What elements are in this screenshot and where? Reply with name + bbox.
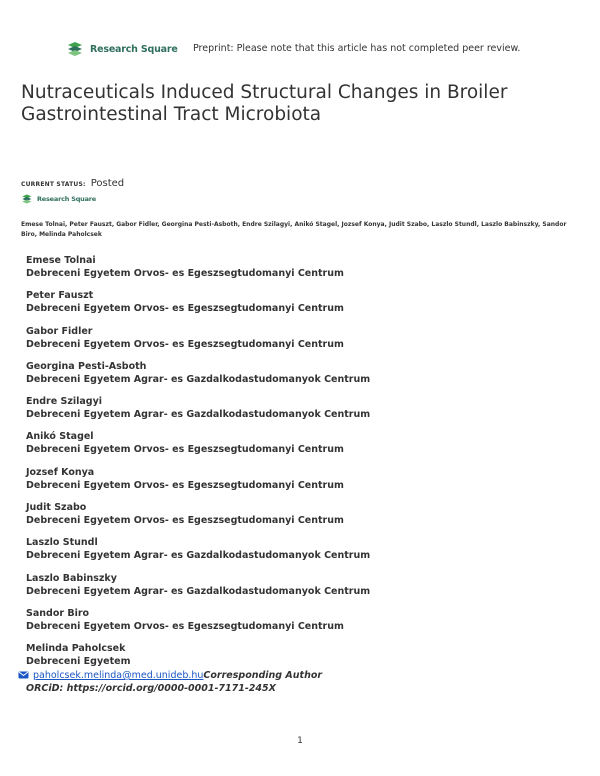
page-number: 1: [297, 736, 303, 746]
author-affiliation: Debreceni Egyetem: [26, 656, 131, 668]
logo-text: Research Square: [90, 43, 178, 55]
author-block: [26, 536, 586, 571]
author-affiliation: Debreceni Egyetem Orvos- es Egeszsegtudomanyi Centrum: [26, 515, 344, 527]
preprint-notice: Preprint: Please note that this article has not completed peer review.: [193, 43, 521, 54]
author-block: [26, 325, 586, 360]
author-block: [26, 395, 586, 430]
research-square-small-logo[interactable]: [21, 194, 96, 204]
author-affiliation: Debreceni Egyetem Orvos- es Egeszsegtudomanyi Centrum: [26, 620, 344, 632]
author-name: Judit Szabo: [26, 502, 87, 514]
author-block: [26, 572, 586, 607]
author-affiliation: Debreceni Egyetem Orvos- es Egeszsegtudomanyi Centrum: [26, 303, 344, 315]
author-block: [26, 607, 586, 642]
email-link[interactable]: paholcsek.melinda@med.unideb.hu: [33, 670, 204, 681]
author-block: [26, 430, 586, 465]
author-block: [26, 254, 586, 289]
corresponding-contact: [18, 669, 322, 682]
author-affiliations: [26, 254, 586, 678]
author-block: [26, 501, 586, 536]
author-name: Melinda Paholcsek: [26, 643, 126, 655]
corresponding-author-label: Corresponding Author: [203, 670, 323, 681]
author-name: Gabor Fidler: [26, 325, 93, 337]
author-block: [26, 360, 586, 395]
page-header: [66, 40, 546, 62]
research-square-logo[interactable]: [66, 42, 178, 56]
status-label: CURRENT STATUS:: [21, 181, 86, 188]
current-status: [21, 171, 124, 190]
author-affiliation: Debreceni Egyetem Orvos- es Egeszsegtudomanyi Centrum: [26, 338, 344, 350]
research-square-small-logo-icon: [21, 194, 34, 204]
orcid-link[interactable]: ORCiD: https://orcid.org/0000-0001-7171-245X: [26, 683, 276, 694]
small-logo-text: Research Square: [37, 195, 96, 203]
author-affiliation: Debreceni Egyetem Agrar- es Gazdalkodastudomanyok Centrum: [26, 409, 371, 421]
article-title: Nutraceuticals Induced Structural Changes in Broiler Gastrointestinal Tract Microbiota: [21, 82, 508, 125]
author-name: Endre Szilagyi: [26, 396, 103, 408]
author-affiliation: Debreceni Egyetem Orvos- es Egeszsegtudomanyi Centrum: [26, 444, 344, 456]
author-name: Anikó Stagel: [26, 431, 94, 443]
status-value: Posted: [90, 178, 125, 189]
author-block: [26, 289, 586, 324]
research-square-logo-icon: [66, 42, 86, 56]
author-affiliation: Debreceni Egyetem Agrar- es Gazdalkodastudomanyok Centrum: [26, 585, 371, 597]
author-affiliation: Debreceni Egyetem Agrar- es Gazdalkodastudomanyok Centrum: [26, 550, 371, 562]
author-affiliation: Debreceni Egyetem Orvos- es Egeszsegtudomanyi Centrum: [26, 268, 344, 279]
author-name: Sandor Biro: [26, 607, 90, 619]
author-name: Laszlo Babinszky: [26, 572, 117, 584]
author-name: Emese Tolnai: [26, 255, 96, 266]
author-name: Laszlo Stundl: [26, 537, 98, 549]
author-affiliation: Debreceni Egyetem Agrar- es Gazdalkodastudomanyok Centrum: [26, 373, 371, 385]
author-block: [26, 466, 586, 501]
envelope-icon: [18, 671, 29, 679]
author-affiliation: Debreceni Egyetem Orvos- es Egeszsegtudomanyi Centrum: [26, 479, 344, 491]
author-name: Georgina Pesti-Asboth: [26, 360, 147, 372]
author-name: Peter Fauszt: [26, 290, 94, 302]
author-list: Emese Tolnai, Peter Fauszt, Gabor Fidler, Georgina Pesti-Asboth, Endre Szilagyi, Anikó Stagel, Jozsef Konya, Judit Szabo, Laszlo Stundl, Laszlo Babinszky, Sandor Biro, Melinda Paholcsek: [21, 221, 567, 238]
author-name: Jozsef Konya: [26, 466, 95, 478]
